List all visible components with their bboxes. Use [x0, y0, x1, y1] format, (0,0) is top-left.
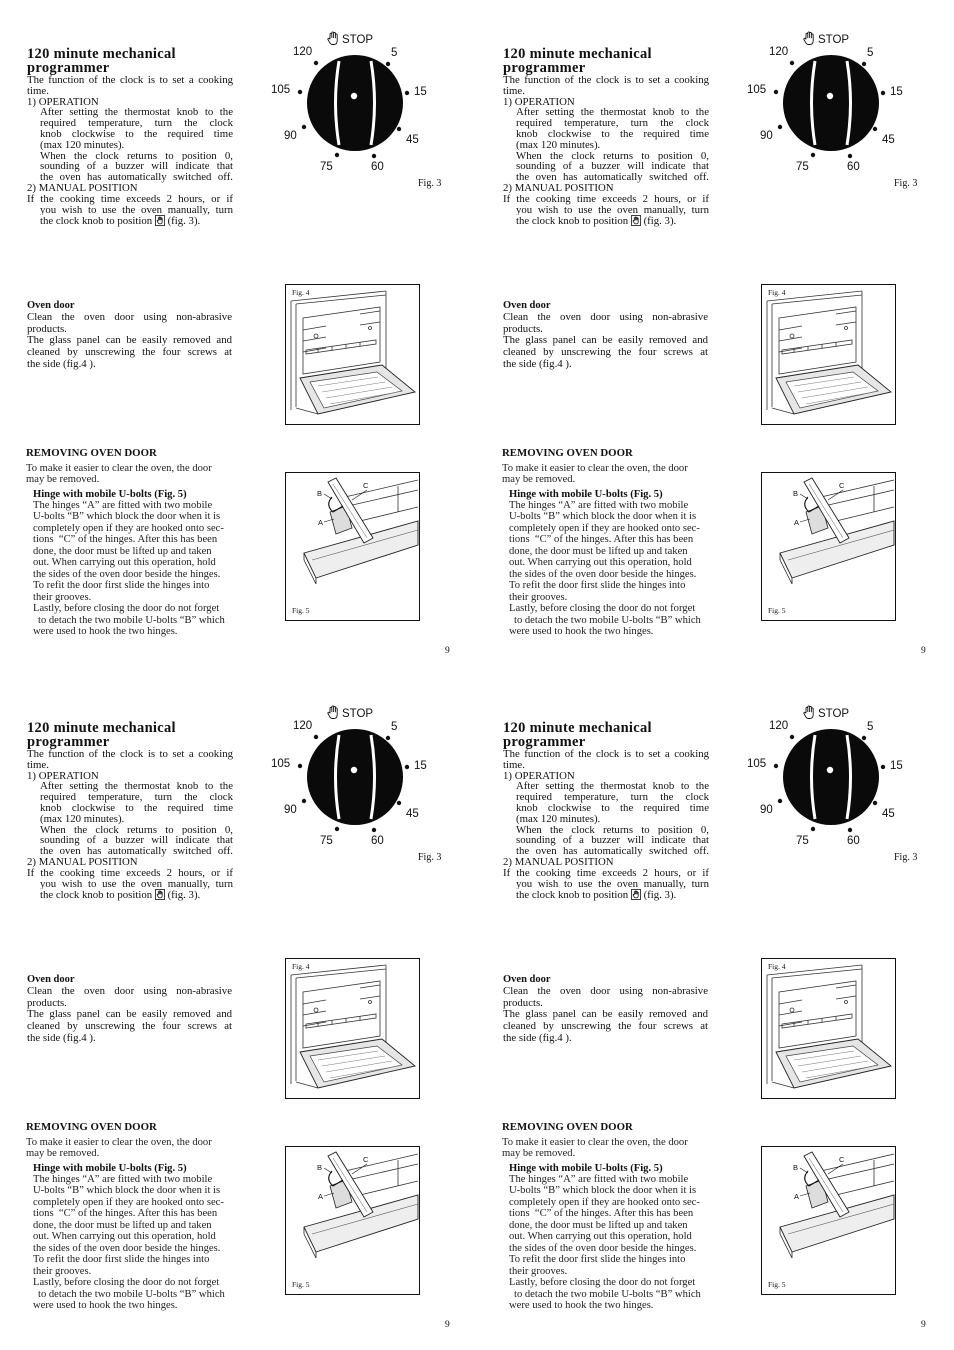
manual-line: If the cooking time exceeds 2 hours, or if: [503, 193, 709, 205]
operation-heading: 1) OPERATION: [503, 769, 575, 782]
section-title-line: programmer: [503, 734, 586, 750]
oven-door-heading: Oven door: [503, 300, 551, 311]
timer-dial-figure: [260, 25, 440, 190]
hinge-line: their grooves.: [33, 1265, 92, 1277]
dial-knob: [783, 55, 879, 151]
section-title: [503, 47, 652, 75]
oven-door-section: [27, 974, 232, 1045]
hinge-line: to detach the two mobile U-bolts “B” which: [38, 1288, 225, 1300]
hinge-line: done, the door must be lifted up and taken: [509, 545, 688, 557]
dial-mark-5: 5: [867, 721, 874, 733]
oven-door-line: cleaned by unscrewing the four screws at: [27, 347, 232, 359]
operation-line: When the clock returns to position 0,: [516, 150, 709, 162]
manual-line: If the cooking time exceeds 2 hours, or if: [27, 867, 233, 879]
hinge-line: out. When carrying out this operation, hold: [33, 557, 216, 568]
knob-indicator-dot: [351, 767, 357, 773]
callout-c: C: [363, 481, 369, 490]
oven-door-line: Clean the oven door using non-abrasive: [27, 985, 232, 997]
hinge-line: completely open if they are hooked onto sec-: [509, 522, 700, 534]
intro-line: The function of the clock is to set a cooking: [27, 75, 233, 86]
operation-line: (max 120 minutes).: [516, 812, 601, 825]
manual-heading: 2) MANUAL POSITION: [27, 855, 138, 868]
dial-mark-120: 120: [769, 46, 789, 58]
hinge-line: To refit the door first slide the hinges into: [33, 1254, 210, 1265]
oven-door-line: products.: [503, 996, 543, 1009]
operation-line: After setting the thermostat knob to the: [516, 781, 709, 793]
hinge-line: To refit the door first slide the hinges into: [33, 580, 210, 591]
dial-mark-60: 60: [847, 161, 860, 173]
figure-caption: Fig. 4: [292, 288, 310, 297]
oven-open-door-figure: [761, 958, 896, 1099]
hand-icon: [804, 32, 813, 45]
dial-mark-5: 5: [867, 47, 874, 59]
hinge-line: The hinges “A” are fitted with two mobile: [509, 1173, 689, 1185]
section-title-line: programmer: [27, 734, 110, 750]
manual-line: If the cooking time exceeds 2 hours, or if: [27, 193, 233, 205]
oven-door-heading: Oven door: [27, 300, 75, 311]
figure-reference: (fig. 3).: [643, 215, 677, 228]
programmer-text: [503, 749, 709, 900]
oven-door-line: Clean the oven door using non-abrasive: [27, 311, 232, 323]
operation-line: (max 120 minutes).: [40, 812, 125, 825]
hinge-line: To refit the door first slide the hinges into: [509, 1254, 686, 1265]
callout-b: B: [793, 1163, 799, 1172]
dial-mark-15: 15: [414, 760, 427, 772]
door-hinge-figure: [761, 472, 896, 621]
dial-mark-15: 15: [414, 86, 427, 98]
hinge-subheading: Hinge with mobile U-bolts (Fig. 5): [33, 1162, 187, 1174]
removing-door-heading: REMOVING OVEN DOOR: [26, 447, 157, 459]
knob-indicator-dot: [351, 93, 357, 99]
hinge-line: out. When carrying out this operation, hold: [509, 557, 692, 568]
callout-a: A: [318, 518, 324, 527]
hinge-line: to detach the two mobile U-bolts “B” which: [38, 614, 225, 626]
hinge-instructions: [509, 1174, 701, 1312]
oven-door-line: The glass panel can be easily removed and: [27, 1009, 232, 1021]
manual-line: you wish to use the oven manually, turn: [516, 878, 709, 890]
door-hinge-figure: [285, 472, 420, 621]
hinge-line: The hinges “A” are fitted with two mobile: [509, 499, 689, 511]
oven-door-line: products.: [27, 996, 67, 1009]
removing-intro-line: To make it easier to clear the oven, the door: [26, 1136, 212, 1148]
hinge-line: Lastly, before closing the door do not forget: [509, 603, 696, 614]
operation-line: sounding of a buzzer will indicate that: [40, 835, 233, 847]
dial-mark-45: 45: [882, 808, 895, 820]
hand-in-box-icon: [631, 889, 641, 900]
manual-last-line: [40, 889, 233, 900]
hinge-instructions: [509, 500, 701, 638]
removing-door-heading: REMOVING OVEN DOOR: [26, 1121, 157, 1133]
figure-caption: Fig. 3: [894, 178, 918, 189]
hinge-subheading: Hinge with mobile U-bolts (Fig. 5): [509, 1162, 663, 1174]
oven-door-line: The glass panel can be easily removed and: [503, 335, 708, 347]
dial-mark-60: 60: [371, 161, 384, 173]
hand-icon: [328, 706, 337, 719]
dial-mark-45: 45: [406, 808, 419, 820]
hinge-line: The hinges “A” are fitted with two mobile: [33, 1173, 213, 1185]
manual-heading: 2) MANUAL POSITION: [503, 855, 614, 868]
operation-line: the oven has automatically switched off.: [516, 846, 709, 857]
manual-line: If the cooking time exceeds 2 hours, or if: [503, 867, 709, 879]
oven-door-line: cleaned by unscrewing the four screws at: [503, 1021, 708, 1033]
figure-caption: Fig. 4: [292, 962, 310, 971]
intro-line: time.: [503, 758, 525, 771]
programmer-text: [503, 75, 709, 226]
figure-caption: Fig. 5: [768, 606, 786, 615]
hinge-line: done, the door must be lifted up and taken: [509, 1219, 688, 1231]
oven-door-line: products.: [27, 322, 67, 335]
operation-heading: 1) OPERATION: [27, 769, 99, 782]
hinge-subheading: Hinge with mobile U-bolts (Fig. 5): [33, 488, 187, 500]
dial-mark-120: 120: [769, 720, 789, 732]
hinge-line: To refit the door first slide the hinges into: [509, 580, 686, 591]
oven-door-line: the side (fig.4 ).: [503, 357, 572, 370]
dial-knob: [307, 55, 403, 151]
removing-intro-line: may be removed.: [26, 473, 100, 485]
timer-dial-figure: [260, 699, 440, 864]
operation-line: sounding of a buzzer will indicate that: [516, 161, 709, 173]
hinge-line: U-bolts “B” which block the door when it is: [509, 511, 697, 522]
dial-mark-15: 15: [890, 86, 903, 98]
programmer-text: [27, 75, 233, 226]
door-hinge-figure: [761, 1146, 896, 1295]
hinge-line: to detach the two mobile U-bolts “B” which: [514, 614, 701, 626]
intro-line: time.: [503, 84, 525, 97]
intro-line: The function of the clock is to set a cooking: [503, 75, 709, 86]
hinge-line: tions “C” of the hinges. After this has been: [509, 1208, 694, 1219]
figure-caption: Fig. 5: [768, 1280, 786, 1289]
hand-icon: [328, 32, 337, 45]
figure-caption: Fig. 5: [292, 606, 310, 615]
hinge-line: Lastly, before closing the door do not forget: [33, 1277, 220, 1288]
dial-stop-label: STOP: [342, 708, 374, 720]
intro-line: The function of the clock is to set a cooking: [27, 749, 233, 760]
oven-door-line: cleaned by unscrewing the four screws at: [27, 1021, 232, 1033]
operation-line: required temperature, turn the clock: [40, 792, 233, 803]
hinge-line: The hinges “A” are fitted with two mobile: [33, 499, 213, 511]
callout-a: A: [318, 1192, 324, 1201]
operation-line: knob clockwise to the required time: [40, 128, 233, 140]
operation-line: the oven has automatically switched off.: [516, 172, 709, 183]
oven-door-heading: Oven door: [503, 974, 551, 985]
dial-stop-label: STOP: [342, 34, 374, 46]
operation-line: When the clock returns to position 0,: [40, 150, 233, 162]
oven-open-door-figure: [285, 284, 420, 425]
figure-caption: Fig. 5: [292, 1280, 310, 1289]
operation-line: After setting the thermostat knob to the: [40, 107, 233, 119]
manual-last-text: the clock knob to position: [516, 215, 629, 228]
section-title-line: 120 minute mechanical: [503, 720, 652, 736]
oven-open-door-figure: [761, 284, 896, 425]
hinge-line: completely open if they are hooked onto sec-: [33, 522, 224, 534]
dial-mark-5: 5: [391, 721, 398, 733]
operation-line: required temperature, turn the clock: [516, 792, 709, 803]
page-copy-top-left: [0, 0, 477, 675]
removing-door-intro: [26, 1137, 212, 1159]
hinge-line: the sides of the oven door beside the hinges.: [33, 568, 221, 580]
intro-line: time.: [27, 758, 49, 771]
hinge-line: U-bolts “B” which block the door when it is: [509, 1185, 697, 1196]
oven-door-section: [503, 974, 708, 1045]
manual-last-line: [516, 889, 709, 900]
intro-line: The function of the clock is to set a cooking: [503, 749, 709, 760]
figure-caption: Fig. 4: [768, 962, 786, 971]
manual-last-text: the clock knob to position: [40, 889, 153, 902]
callout-b: B: [793, 489, 799, 498]
callout-a: A: [794, 1192, 800, 1201]
oven-door-heading: Oven door: [27, 974, 75, 985]
hinge-line: U-bolts “B” which block the door when it is: [33, 511, 221, 522]
hinge-line: completely open if they are hooked onto sec-: [33, 1196, 224, 1208]
dial-mark-60: 60: [847, 835, 860, 847]
figure-caption: Fig. 4: [768, 288, 786, 297]
dial-mark-120: 120: [293, 720, 313, 732]
intro-line: time.: [27, 84, 49, 97]
hinge-line: were used to hook the two hinges.: [509, 626, 654, 637]
dial-mark-105: 105: [747, 758, 767, 770]
hinge-line: out. When carrying out this operation, hold: [33, 1231, 216, 1242]
callout-c: C: [839, 481, 845, 490]
hinge-line: were used to hook the two hinges.: [33, 1300, 178, 1311]
removing-intro-line: To make it easier to clear the oven, the door: [502, 1136, 688, 1148]
removing-door-heading: REMOVING OVEN DOOR: [502, 1121, 633, 1133]
dial-stop-label: STOP: [818, 708, 850, 720]
operation-line: knob clockwise to the required time: [40, 802, 233, 814]
page-copy-bottom-left: [0, 674, 477, 1349]
oven-door-section: [503, 300, 708, 371]
dial-mark-75: 75: [796, 161, 809, 173]
operation-line: sounding of a buzzer will indicate that: [516, 835, 709, 847]
hinge-line: Lastly, before closing the door do not forget: [33, 603, 220, 614]
oven-door-line: Clean the oven door using non-abrasive: [503, 311, 708, 323]
knob-indicator-dot: [827, 767, 833, 773]
section-title-line: 120 minute mechanical: [27, 720, 176, 736]
dial-mark-75: 75: [320, 835, 333, 847]
hinge-line: done, the door must be lifted up and taken: [33, 545, 212, 557]
dial-mark-120: 120: [293, 46, 313, 58]
dial-mark-75: 75: [320, 161, 333, 173]
operation-heading: 1) OPERATION: [503, 95, 575, 108]
oven-door-section: [27, 300, 232, 371]
section-title-line: 120 minute mechanical: [27, 46, 176, 62]
callout-a: A: [794, 518, 800, 527]
manual-line: you wish to use the oven manually, turn: [40, 204, 233, 216]
hinge-line: the sides of the oven door beside the hinges.: [509, 1242, 697, 1254]
dial-mark-15: 15: [890, 760, 903, 772]
removing-intro-line: may be removed.: [502, 1147, 576, 1159]
dial-mark-90: 90: [284, 130, 297, 142]
hinge-line: the sides of the oven door beside the hinges.: [33, 1242, 221, 1254]
operation-heading: 1) OPERATION: [27, 95, 99, 108]
callout-c: C: [839, 1155, 845, 1164]
manual-heading: 2) MANUAL POSITION: [27, 181, 138, 194]
oven-door-line: The glass panel can be easily removed and: [503, 1009, 708, 1021]
section-title-line: 120 minute mechanical: [503, 46, 652, 62]
operation-line: the oven has automatically switched off.: [40, 846, 233, 857]
hinge-line: tions “C” of the hinges. After this has been: [509, 534, 694, 545]
page-number: 9: [445, 646, 450, 656]
section-title: [27, 47, 176, 75]
operation-line: After setting the thermostat knob to the: [516, 107, 709, 119]
figure-reference: (fig. 3).: [643, 889, 677, 902]
removing-door-heading: REMOVING OVEN DOOR: [502, 447, 633, 459]
hinge-line: were used to hook the two hinges.: [509, 1300, 654, 1311]
dial-mark-90: 90: [760, 130, 773, 142]
operation-line: When the clock returns to position 0,: [40, 824, 233, 836]
operation-line: the oven has automatically switched off.: [40, 172, 233, 183]
hand-in-box-icon: [631, 215, 641, 226]
figure-reference: (fig. 3).: [167, 215, 201, 228]
oven-door-line: cleaned by unscrewing the four screws at: [503, 347, 708, 359]
dial-mark-105: 105: [271, 758, 291, 770]
figure-caption: Fig. 3: [418, 852, 442, 863]
hand-in-box-icon: [155, 889, 165, 900]
dial-knob: [307, 729, 403, 825]
manual-line: you wish to use the oven manually, turn: [40, 878, 233, 890]
figure-caption: Fig. 3: [894, 852, 918, 863]
operation-line: (max 120 minutes).: [40, 138, 125, 151]
operation-line: knob clockwise to the required time: [516, 802, 709, 814]
hand-in-box-icon: [155, 215, 165, 226]
operation-line: sounding of a buzzer will indicate that: [40, 161, 233, 173]
removing-door-intro: [26, 463, 212, 485]
operation-line: required temperature, turn the clock: [40, 118, 233, 129]
hinge-instructions: [33, 500, 225, 638]
page-number: 9: [921, 646, 926, 656]
dial-mark-90: 90: [760, 804, 773, 816]
hinge-instructions: [33, 1174, 225, 1312]
programmer-text: [27, 749, 233, 900]
door-hinge-figure: [285, 1146, 420, 1295]
hinge-line: done, the door must be lifted up and taken: [33, 1219, 212, 1231]
hinge-line: tions “C” of the hinges. After this has been: [33, 1208, 218, 1219]
knob-indicator-dot: [827, 93, 833, 99]
hinge-line: completely open if they are hooked onto sec-: [509, 1196, 700, 1208]
removing-door-intro: [502, 1137, 688, 1159]
page-copy-bottom-right: [476, 674, 953, 1349]
page-copy-top-right: [476, 0, 953, 675]
manual-last-text: the clock knob to position: [40, 215, 153, 228]
operation-line: required temperature, turn the clock: [516, 118, 709, 129]
manual-line: you wish to use the oven manually, turn: [516, 204, 709, 216]
dial-mark-75: 75: [796, 835, 809, 847]
dial-mark-105: 105: [747, 84, 767, 96]
oven-open-door-figure: [285, 958, 420, 1099]
dial-mark-60: 60: [371, 835, 384, 847]
manual-last-line: [516, 215, 709, 226]
section-title-line: programmer: [503, 60, 586, 76]
callout-b: B: [317, 1163, 323, 1172]
timer-dial-figure: [736, 25, 916, 190]
manual-heading: 2) MANUAL POSITION: [503, 181, 614, 194]
dial-stop-label: STOP: [818, 34, 850, 46]
section-title: [27, 721, 176, 749]
hinge-line: their grooves.: [509, 591, 568, 603]
oven-door-line: products.: [503, 322, 543, 335]
hand-icon: [804, 706, 813, 719]
hinge-line: out. When carrying out this operation, hold: [509, 1231, 692, 1242]
operation-line: After setting the thermostat knob to the: [40, 781, 233, 793]
removing-door-intro: [502, 463, 688, 485]
figure-reference: (fig. 3).: [167, 889, 201, 902]
callout-c: C: [363, 1155, 369, 1164]
hinge-line: U-bolts “B” which block the door when it is: [33, 1185, 221, 1196]
page-number: 9: [921, 1320, 926, 1330]
operation-line: knob clockwise to the required time: [516, 128, 709, 140]
hinge-line: Lastly, before closing the door do not forget: [509, 1277, 696, 1288]
figure-caption: Fig. 3: [418, 178, 442, 189]
hinge-line: to detach the two mobile U-bolts “B” which: [514, 1288, 701, 1300]
hinge-subheading: Hinge with mobile U-bolts (Fig. 5): [509, 488, 663, 500]
dial-knob: [783, 729, 879, 825]
oven-door-line: the side (fig.4 ).: [27, 357, 96, 370]
dial-mark-45: 45: [406, 134, 419, 146]
oven-door-line: Clean the oven door using non-abrasive: [503, 985, 708, 997]
section-title-line: programmer: [27, 60, 110, 76]
operation-line: When the clock returns to position 0,: [516, 824, 709, 836]
hinge-line: their grooves.: [33, 591, 92, 603]
operation-line: (max 120 minutes).: [516, 138, 601, 151]
hinge-line: the sides of the oven door beside the hinges.: [509, 568, 697, 580]
hinge-line: were used to hook the two hinges.: [33, 626, 178, 637]
dial-mark-45: 45: [882, 134, 895, 146]
manual-last-text: the clock knob to position: [516, 889, 629, 902]
dial-mark-5: 5: [391, 47, 398, 59]
dial-mark-105: 105: [271, 84, 291, 96]
manual-last-line: [40, 215, 233, 226]
oven-door-line: The glass panel can be easily removed and: [27, 335, 232, 347]
timer-dial-figure: [736, 699, 916, 864]
hinge-line: tions “C” of the hinges. After this has been: [33, 534, 218, 545]
dial-mark-90: 90: [284, 804, 297, 816]
section-title: [503, 721, 652, 749]
oven-door-line: the side (fig.4 ).: [503, 1031, 572, 1044]
removing-intro-line: may be removed.: [502, 473, 576, 485]
removing-intro-line: To make it easier to clear the oven, the door: [502, 462, 688, 474]
removing-intro-line: may be removed.: [26, 1147, 100, 1159]
removing-intro-line: To make it easier to clear the oven, the door: [26, 462, 212, 474]
callout-b: B: [317, 489, 323, 498]
oven-door-line: the side (fig.4 ).: [27, 1031, 96, 1044]
hinge-line: their grooves.: [509, 1265, 568, 1277]
page-number: 9: [445, 1320, 450, 1330]
